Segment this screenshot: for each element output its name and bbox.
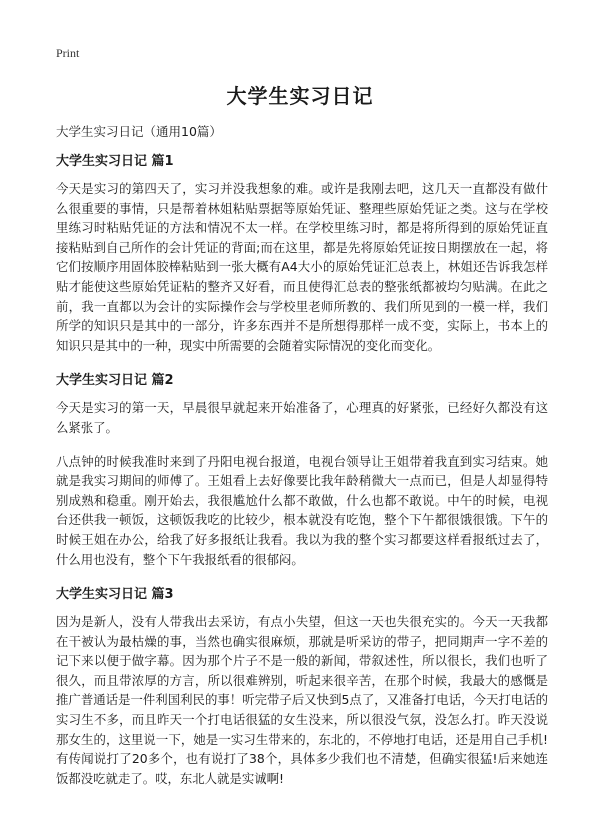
paragraph: 今天是实习的第四天了，实习并没我想象的难。或许是我刚去吧，这几天一直都没有做什么很重要的事情，只是帮着林姐粘贴票据等原始凭证、整理些原始凭证之类。这与在学校里练习时粘贴凭证的方法和情况不太一样。在学校里练习时，都是将所得到的原始凭证直接粘贴到自己所作的会计凭证的背面;而在这里，都是先将原始凭证按日期摆放在一起，将它们按顺序用固体胶棒粘贴到一张大概有A4大小的原始凭证汇总表上，林姐还告诉我怎样贴才能使这些原始凭证粘的整齐又好看，而且使得汇总表的整张纸都被均匀贴满。在此之前，我一直都以为会计的实际操作会与学校里老师所教的、我们所见到的一模一样，我们所学的知识只是其中的一部分，许多东西并不是所想得那样一成不变，实际上，书本上的知识只是其中的一种，现实中所需要的会随着实际情况的变化而变化。 — [56, 181, 548, 353]
paragraph: 今天是实习的第一天，早晨很早就起来开始准备了，心理真的好紧张，已经好久都没有这么紧张了。 — [56, 400, 548, 435]
page-subtitle: 大学生实习日记（通用10篇） — [56, 124, 222, 139]
section-3 — [56, 583, 548, 788]
section-heading: 大学生实习日记 篇1 — [56, 154, 174, 169]
section-2 — [56, 369, 548, 569]
section-1 — [56, 150, 548, 355]
section-heading: 大学生实习日记 篇3 — [56, 587, 174, 603]
paragraph: 八点钟的时候我准时来到了丹阳电视台报道，电视台领导让王姐带着我直到实习结束。她就是我实习期间的师傅了。王姐看上去好像要比我年龄稍微大一点而已，但是人却显得特别成熟和稳重。刚开始去，我很尴尬什么都不敢做，什么也都不敢说。中午的时候，电视台还供我一顿饭，这顿饭我吃的比较少，根本就没有吃饱，整个下午都很饿很饿。下午的时候王姐在办公，给我了好多报纸让我看。我以为我的整个实习都要这样看报纸过去了，什么用也没有，整个下午我报纸看的很郁闷。 — [56, 453, 548, 567]
print-label: Print — [56, 46, 80, 60]
section-heading: 大学生实习日记 篇2 — [56, 373, 174, 389]
page-title: 大学生实习日记 — [226, 84, 374, 108]
article-body — [56, 150, 548, 802]
paragraph: 因为是新人，没有人带我出去采访，有点小失望，但这一天也失很充实的。今天一天我都在干被认为最枯燥的事，当然也确实很麻烦，那就是听采访的带子，把同期声一字不差的记下来以便于做字幕。因为那个片子不是一般的新闻，带叙述性，所以很长，我们也听了很久，而且带浓厚的方言，所以很难辨别，听起来很辛苦，在那个时候，我最大的感慨是推广普通话是一件利国利民的事！听完带子后又快到5点了，又准备打电话，今天打电话的实习生不多，而且昨天一个打电话很猛的女生没来，所以很没气氛，没怎么打。昨天没说那女生的，这里说一下，她是一实习生带来的，东北的，不停地打电话，还是用自己手机!有传闻说打了20多个，也有说打了38个，具体多少我们也不清楚，但确实很猛!后来她连饭都没吃就走了。哎，东北人就是实诚啊! — [56, 614, 548, 786]
